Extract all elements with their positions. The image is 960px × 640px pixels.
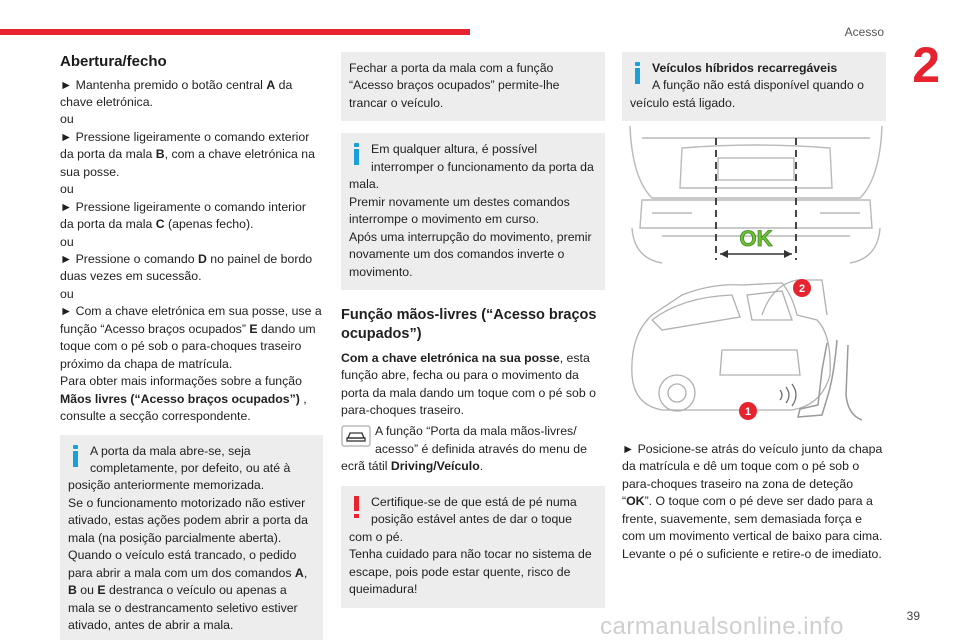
paragraph-method-a: ► Mantenha premido o botão central A da chave eletrónica. bbox=[60, 77, 293, 109]
paragraph-setting: A função “Porta da mala mãos-livres/ acesso” é definida através do menu de ecrã tátil Driving/Veículo. bbox=[341, 424, 587, 474]
info-icon bbox=[349, 143, 365, 165]
warning-text: Certifique-se de que está de pé numa posição estável antes de dar o toque com o pé. bbox=[349, 494, 577, 544]
note-text: Fechar a porta da mala com a função “Acesso braços ocupados” permite-lhe trancar o veículo. bbox=[349, 61, 560, 110]
rear-bumper-detection-zone-illustration bbox=[622, 118, 890, 268]
ok-zone-label: OK bbox=[739, 226, 773, 251]
info-box-opening bbox=[60, 435, 323, 640]
warning-box bbox=[341, 486, 605, 608]
column-2 bbox=[341, 52, 605, 608]
warning-text: Tenha cuidado para não tocar no sistema de escape, pois pode estar quente, risco de queimadura! bbox=[349, 547, 592, 597]
paragraph-method-d: ► Pressione o comando D no painel de bordo duas vezes em sucessão. bbox=[60, 252, 313, 284]
heading-hands-free: Função mãos-livres (“Acesso braços ocupados”) bbox=[341, 306, 597, 342]
info-text: Premir novamente um destes comandos interrompe o movimento em curso. bbox=[349, 194, 570, 227]
paragraph-method-b: ► Pressione ligeiramente o comando exterior da porta da mala B, com a chave eletrónica na sua posse. bbox=[60, 129, 315, 179]
header-accent-bar bbox=[0, 29, 470, 35]
foot-kick-gesture-illustration bbox=[622, 275, 890, 430]
warning-icon bbox=[349, 496, 365, 518]
section-title: Acesso bbox=[844, 25, 884, 39]
info-text: A função não está disponível quando o veículo está ligado. bbox=[630, 78, 864, 110]
paragraph-hands-free: Com a chave eletrónica na sua posse, esta função abre, fecha ou para o movimento da porta da mala dando um toque com o pé sob o para-choques traseiro. bbox=[341, 350, 596, 418]
note-box-closing bbox=[341, 52, 605, 121]
or-label: ou bbox=[60, 234, 74, 249]
vehicle-settings-icon bbox=[341, 425, 371, 447]
watermark: carmanualsonline.info bbox=[600, 613, 844, 640]
info-icon bbox=[630, 62, 646, 84]
heading-opening-closing: Abertura/fecho bbox=[60, 53, 167, 70]
paragraph-method-e: ► Com a chave eletrónica em sua posse, use a função “Acesso braços ocupados” E dando um toque com o pé sob o para-choques traseiro próximo da chapa de matrícula. bbox=[60, 304, 322, 371]
chapter-number: 2 bbox=[912, 37, 940, 93]
info-title: Veículos híbridos recarregáveis bbox=[652, 61, 838, 75]
callout-badge-2: 2 bbox=[798, 283, 806, 295]
info-text: A porta da mala abre-se, seja completamente, por defeito, ou até à posição anteriormente memorizada. bbox=[68, 443, 291, 493]
or-label: ou bbox=[60, 112, 74, 127]
callout-badge-1: 1 bbox=[744, 406, 752, 418]
or-label: ou bbox=[60, 286, 74, 301]
column-1 bbox=[60, 52, 323, 640]
or-label: ou bbox=[60, 182, 74, 197]
page-number: 39 bbox=[906, 609, 920, 623]
paragraph-method-c: ► Pressione ligeiramente o comando interior da porta da mala C (apenas fecho). bbox=[60, 199, 306, 232]
paragraph-kick-instructions: ► Posicione-se atrás do veículo junto da chapa da matrícula e dê um toque com o pé sob o para-choques traseiro na zona de deteção “OK”. O toque com o pé deve ser dado para a frente, suavemente, sem demasiada força e com um movimento vertical de baixo para cima. Levante o pé o suficiente e retire-o de imediato. bbox=[622, 442, 883, 561]
info-box-interrupt bbox=[341, 133, 605, 290]
paragraph-more-info: Para obter mais informações sobre a função Mãos livres (“Acesso braços ocupados”) , consulte a secção correspondente. bbox=[60, 374, 307, 424]
info-icon bbox=[68, 445, 84, 467]
column-3 bbox=[622, 52, 886, 121]
info-box-hybrid bbox=[622, 52, 886, 121]
info-text: Em qualquer altura, é possível interromper o funcionamento da porta da mala. bbox=[349, 142, 594, 192]
info-text: Se o funcionamento motorizado não estiver ativado, estas ações podem abrir a porta da mala (na posição parcialmente aberta). bbox=[68, 495, 308, 545]
column-3-instructions bbox=[622, 441, 886, 563]
info-text: Quando o veículo está trancado, o pedido para abrir a mala com um dos comandos A, B ou E destranca o veículo ou apenas a mala se o destrancamento seletivo estiver ativado, antes de abrir a mala. bbox=[68, 548, 308, 633]
info-text: Após uma interrupção do movimento, premir novamente um dos comandos inverte o movimento. bbox=[349, 229, 592, 279]
